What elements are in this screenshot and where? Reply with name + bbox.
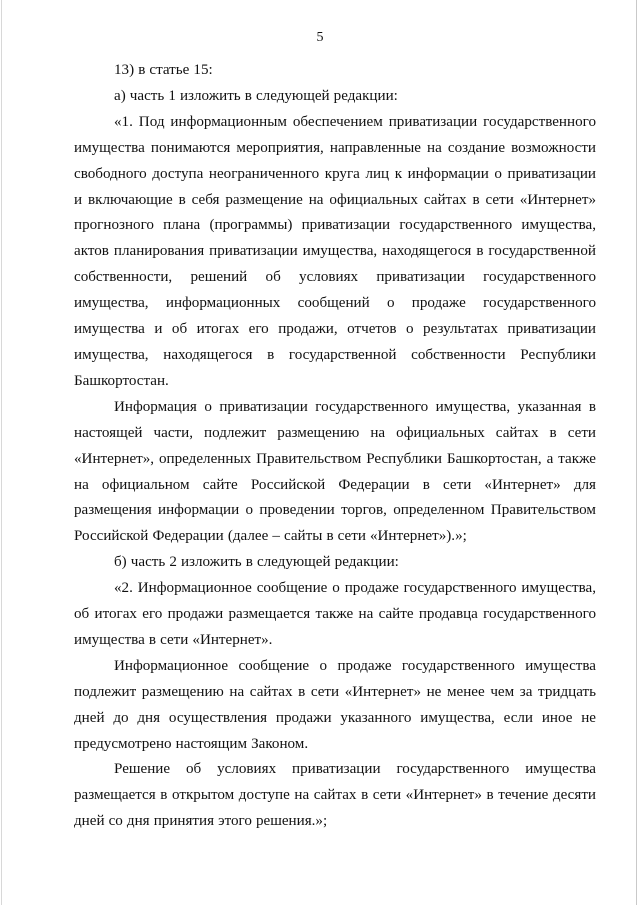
paragraph-part1-intro: а) часть 1 изложить в следующей редакции: [114,87,398,104]
paragraph-part1-text: «1. Под информационным обеспечением приватизации государственного имущества понимаются мероприятия, направленные на создание возможности свободного доступа неограниченного круга лиц к информации о приватизации и включающие в себя размещение на официальных сайтах в сети «Интернет» прогнозного плана (программы) приватизации государственного имущества, актов планирования приватизации имущества, находящегося в государственной собственности, решений об условиях приватизации государственного имущества, информационных сообщений о продаже государственного имущества и об итогах его продажи, отчетов о результатах приватизации имущества, находящегося в государственной собственности Республики Башкортостан. [74,113,596,389]
scan-edge-right [636,0,637,905]
paragraph-part2-info: Информационное сообщение о продаже государственного имущества подлежит размещению на сайтах в сети «Интернет» не менее чем за тридцать дней до дня осуществления продажи указанного имущества, если иное не предусмотрено настоящим Законом. [74,657,596,752]
paragraph-part1-info: Информация о приватизации государственного имущества, указанная в настоящей части, подлежит размещению на официальных сайтах в сети «Интернет», определенных Правительством Республики Башкортостан, а также на официальном сайте Российской Федерации в сети «Интернет» для размещения информации о проведении торгов, определенном Правительством Российской Федерации (далее – сайты в сети «Интернет»).»; [74,398,596,545]
paragraph-part2-decision: Решение об условиях приватизации государственного имущества размещается в открытом доступе на сайтах в сети «Интернет» в течение десяти дней со дня принятия этого решения.»; [74,761,596,830]
page-number: 5 [316,30,324,45]
paragraph-part2-text: «2. Информационное сообщение о продаже государственного имущества, об итогах его продажи размещается также на сайте продавца государственного имущества в сети «Интернет». [74,580,596,648]
document-body [74,58,596,835]
paragraph-part2-intro: б) часть 2 изложить в следующей редакции: [114,554,399,571]
paragraph-article-heading: 13) в статье 15: [114,62,213,78]
scan-edge-left [1,0,2,905]
